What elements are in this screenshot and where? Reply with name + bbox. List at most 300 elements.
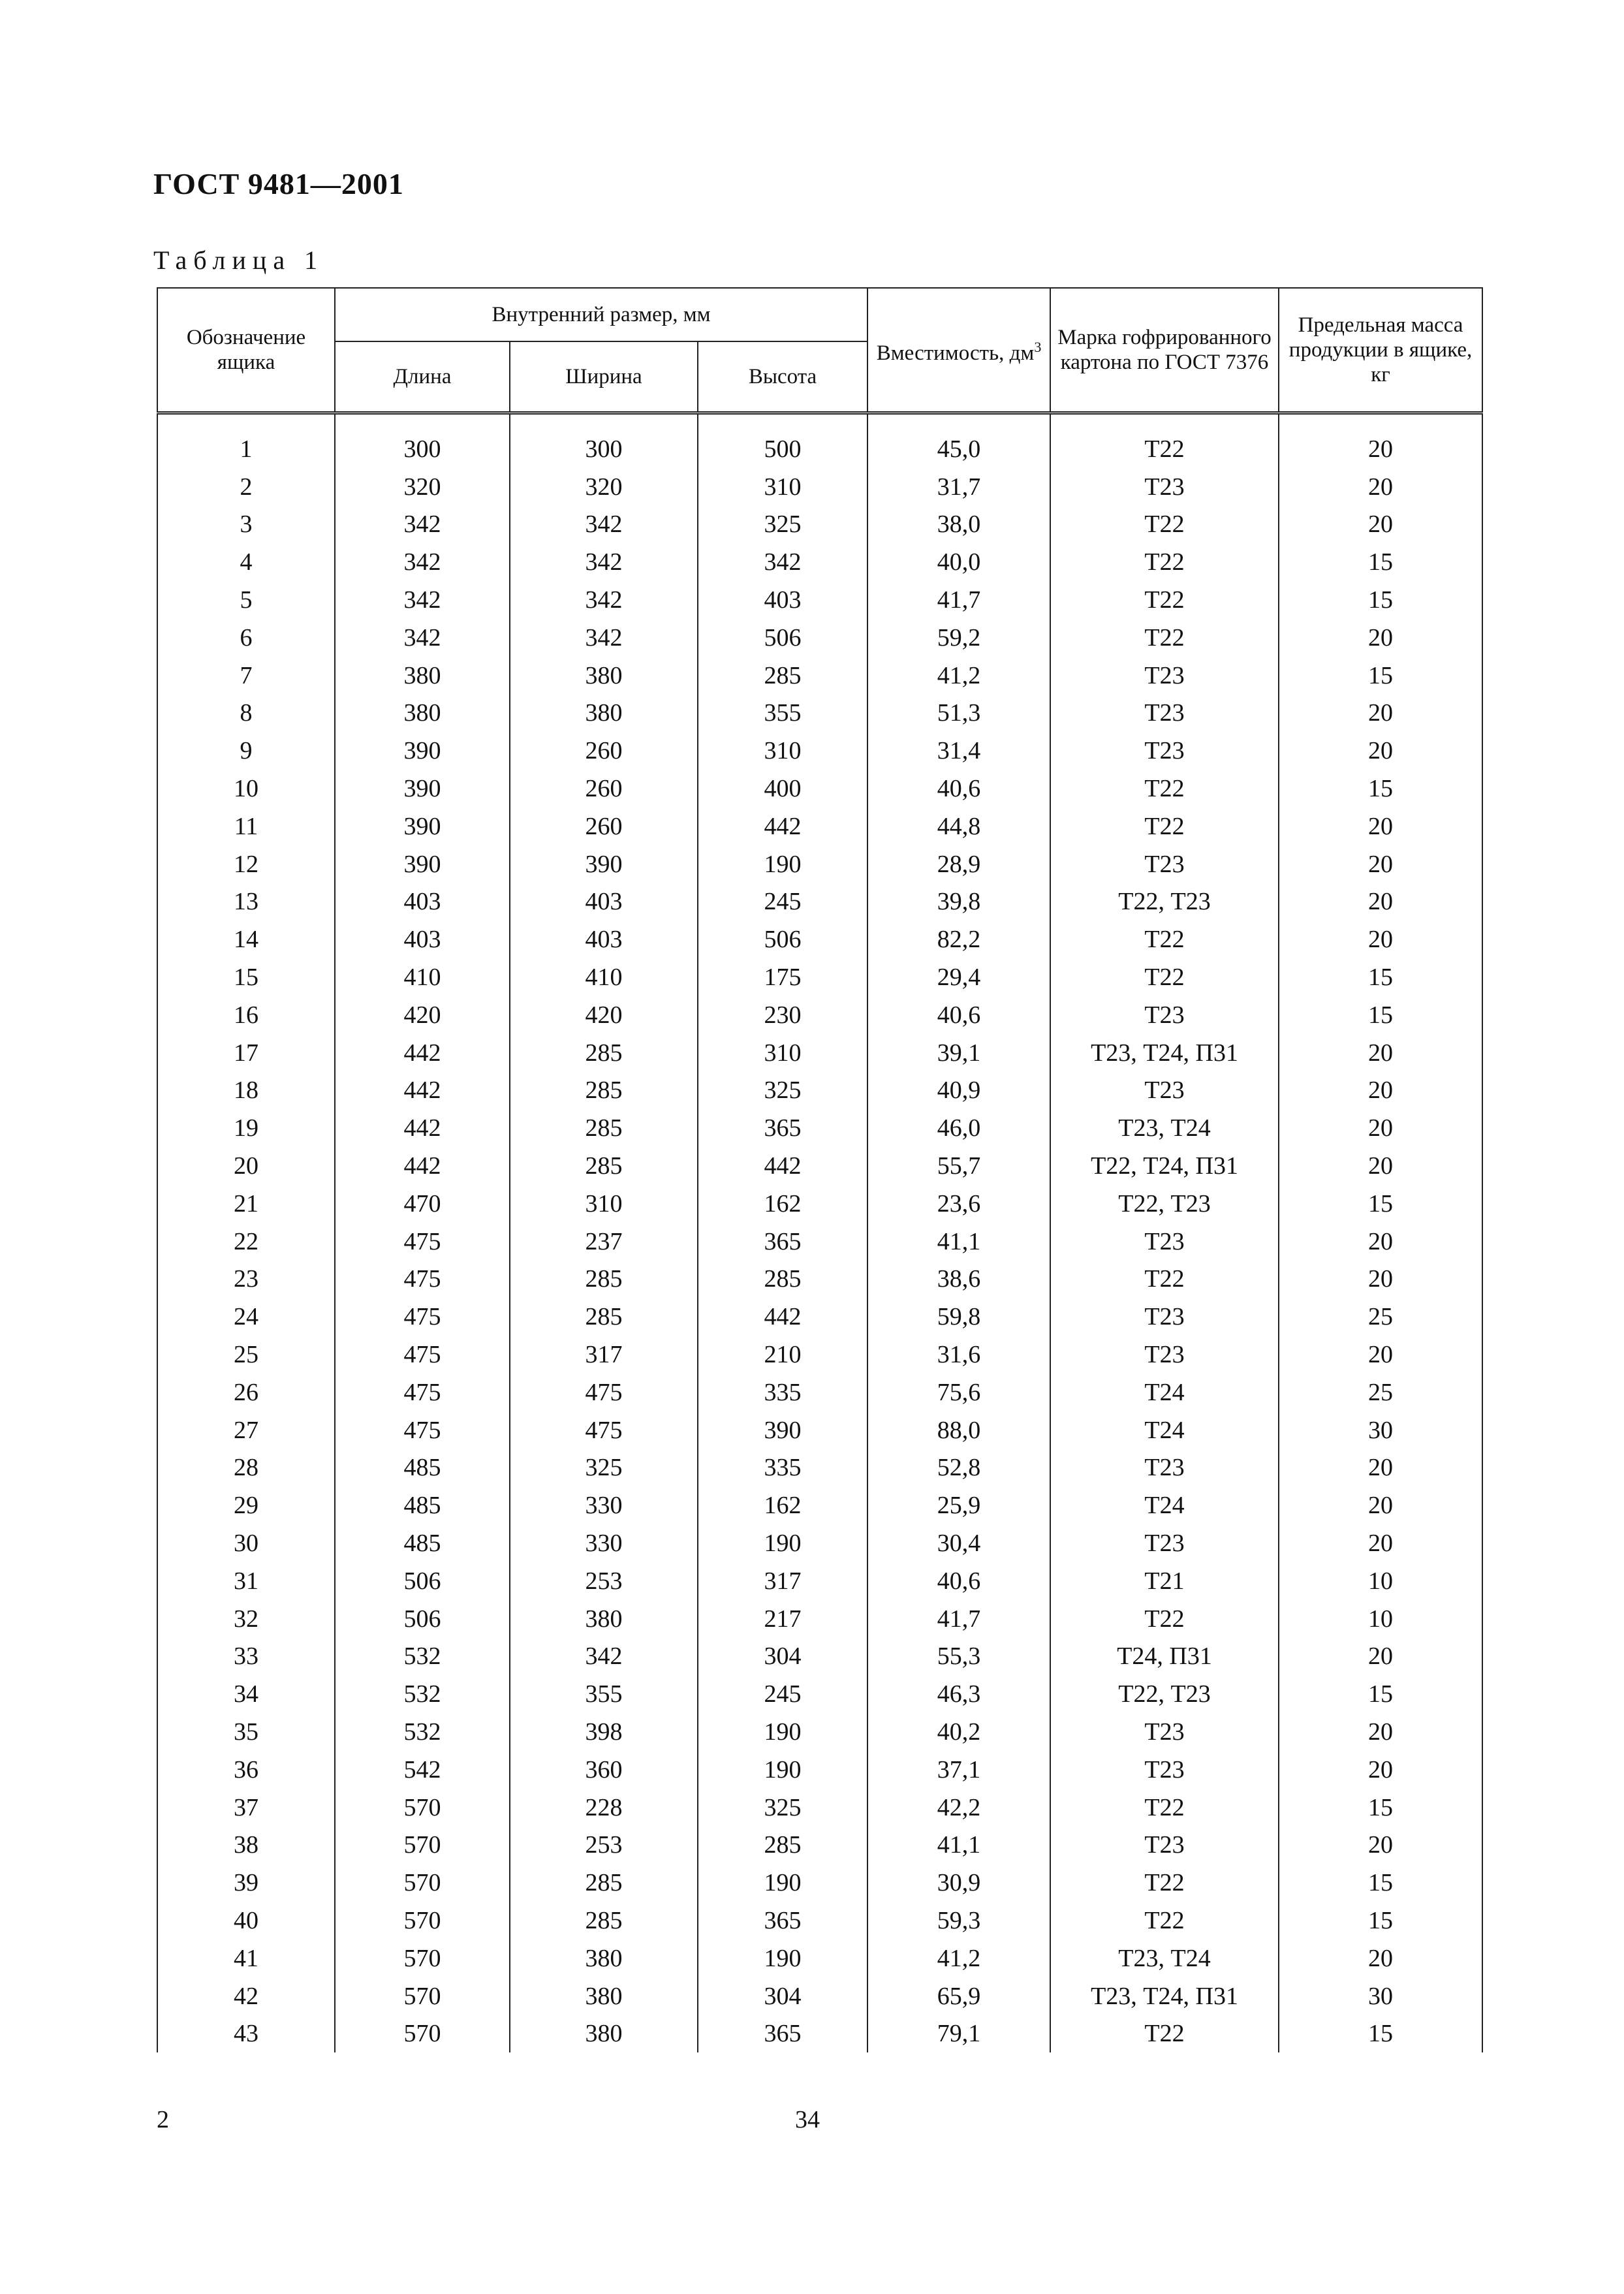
capacity-cell: 51,3 — [867, 695, 1050, 732]
designation-cell: 16 — [157, 996, 335, 1034]
designation-cell: 13 — [157, 883, 335, 921]
capacity-cell: 79,1 — [867, 2015, 1050, 2052]
designation-cell: 11 — [157, 808, 335, 845]
capacity-cell: 55,7 — [867, 1147, 1050, 1185]
grade-cell: Т22 — [1050, 1261, 1279, 1298]
capacity-cell: 46,0 — [867, 1109, 1050, 1147]
width-cell: 253 — [510, 1562, 698, 1600]
capacity-cell: 59,3 — [867, 1902, 1050, 1940]
capacity-cell: 46,3 — [867, 1675, 1050, 1713]
length-cell: 506 — [335, 1562, 510, 1600]
capacity-cell: 55,3 — [867, 1638, 1050, 1676]
grade-cell: Т22 — [1050, 1902, 1279, 1940]
height-cell: 335 — [698, 1449, 867, 1487]
height-cell: 304 — [698, 1638, 867, 1676]
table-body — [157, 413, 1482, 2053]
width-cell: 285 — [510, 1072, 698, 1110]
length-cell: 475 — [335, 1298, 510, 1336]
table-row — [157, 506, 1482, 544]
height-cell: 365 — [698, 1902, 867, 1940]
header-capacity-sup: 3 — [1034, 338, 1042, 355]
width-cell: 285 — [510, 1902, 698, 1940]
table-row — [157, 1713, 1482, 1751]
length-cell: 342 — [335, 581, 510, 619]
grade-cell: Т23 — [1050, 468, 1279, 506]
height-cell: 325 — [698, 1789, 867, 1827]
length-cell: 380 — [335, 695, 510, 732]
width-cell: 403 — [510, 920, 698, 958]
grade-cell: Т24 — [1050, 1411, 1279, 1449]
height-cell: 365 — [698, 2015, 867, 2052]
table-row — [157, 770, 1482, 808]
max-mass-cell: 15 — [1279, 1864, 1482, 1902]
capacity-cell: 41,1 — [867, 1826, 1050, 1864]
max-mass-cell: 10 — [1279, 1562, 1482, 1600]
table-row — [157, 1449, 1482, 1487]
width-cell: 325 — [510, 1449, 698, 1487]
designation-cell: 29 — [157, 1486, 335, 1524]
length-cell: 442 — [335, 1072, 510, 1110]
max-mass-cell: 20 — [1279, 1034, 1482, 1072]
length-cell: 380 — [335, 657, 510, 695]
table-row — [157, 1298, 1482, 1336]
max-mass-cell: 20 — [1279, 1336, 1482, 1374]
table-row — [157, 732, 1482, 770]
document-title: ГОСТ 9481—2001 — [153, 167, 404, 200]
width-cell: 380 — [510, 2015, 698, 2052]
capacity-cell: 88,0 — [867, 1411, 1050, 1449]
capacity-cell: 41,1 — [867, 1223, 1050, 1261]
max-mass-cell: 15 — [1279, 657, 1482, 695]
designation-cell: 37 — [157, 1789, 335, 1827]
height-cell: 500 — [698, 430, 867, 468]
height-cell: 317 — [698, 1562, 867, 1600]
capacity-cell: 40,6 — [867, 770, 1050, 808]
width-cell: 285 — [510, 1298, 698, 1336]
table-row — [157, 1524, 1482, 1562]
max-mass-cell: 15 — [1279, 996, 1482, 1034]
max-mass-cell: 15 — [1279, 1789, 1482, 1827]
max-mass-cell: 20 — [1279, 1449, 1482, 1487]
capacity-cell: 31,6 — [867, 1336, 1050, 1374]
height-cell: 285 — [698, 1826, 867, 1864]
designation-cell: 33 — [157, 1638, 335, 1676]
table-row — [157, 657, 1482, 695]
table-row — [157, 1751, 1482, 1789]
height-cell: 190 — [698, 1713, 867, 1751]
width-cell: 342 — [510, 543, 698, 581]
length-cell: 570 — [335, 1977, 510, 2015]
grade-cell: Т22 — [1050, 1600, 1279, 1638]
capacity-cell: 40,2 — [867, 1713, 1050, 1751]
table-row — [157, 1109, 1482, 1147]
capacity-cell: 30,9 — [867, 1864, 1050, 1902]
max-mass-cell: 10 — [1279, 1600, 1482, 1638]
max-mass-cell: 20 — [1279, 1223, 1482, 1261]
length-cell: 420 — [335, 996, 510, 1034]
length-cell: 475 — [335, 1411, 510, 1449]
max-mass-cell: 15 — [1279, 958, 1482, 996]
designation-cell: 10 — [157, 770, 335, 808]
width-cell: 285 — [510, 1147, 698, 1185]
length-cell: 485 — [335, 1449, 510, 1487]
height-cell: 506 — [698, 619, 867, 657]
capacity-cell: 41,7 — [867, 1600, 1050, 1638]
grade-cell: Т23 — [1050, 996, 1279, 1034]
length-cell: 570 — [335, 1864, 510, 1902]
capacity-cell: 59,2 — [867, 619, 1050, 657]
table-row — [157, 695, 1482, 732]
capacity-cell: 31,4 — [867, 732, 1050, 770]
grade-cell: Т23, Т24 — [1050, 1109, 1279, 1147]
width-cell: 380 — [510, 657, 698, 695]
max-mass-cell: 20 — [1279, 883, 1482, 921]
length-cell: 542 — [335, 1751, 510, 1789]
max-mass-cell: 20 — [1279, 1940, 1482, 1977]
table-row — [157, 1562, 1482, 1600]
header-capacity-text: Вместимость, дм — [876, 341, 1035, 365]
height-cell: 310 — [698, 468, 867, 506]
table-row — [157, 808, 1482, 845]
width-cell: 380 — [510, 695, 698, 732]
max-mass-cell: 20 — [1279, 1147, 1482, 1185]
width-cell: 380 — [510, 1600, 698, 1638]
width-cell: 285 — [510, 1109, 698, 1147]
grade-cell: Т23 — [1050, 1751, 1279, 1789]
height-cell: 190 — [698, 1940, 867, 1977]
designation-cell: 39 — [157, 1864, 335, 1902]
table-row — [157, 619, 1482, 657]
max-mass-cell: 20 — [1279, 1826, 1482, 1864]
grade-cell: Т22 — [1050, 920, 1279, 958]
height-cell: 190 — [698, 1864, 867, 1902]
height-cell: 190 — [698, 845, 867, 883]
grade-cell: Т22, Т23 — [1050, 1185, 1279, 1223]
width-cell: 355 — [510, 1675, 698, 1713]
table-row — [157, 1600, 1482, 1638]
height-cell: 190 — [698, 1751, 867, 1789]
header-length: Длина — [335, 341, 510, 413]
max-mass-cell: 20 — [1279, 506, 1482, 544]
height-cell: 175 — [698, 958, 867, 996]
length-cell: 485 — [335, 1524, 510, 1562]
max-mass-cell: 15 — [1279, 1675, 1482, 1713]
length-cell: 475 — [335, 1223, 510, 1261]
height-cell: 325 — [698, 506, 867, 544]
grade-cell: Т23, Т24, П31 — [1050, 1977, 1279, 2015]
table-row — [157, 1638, 1482, 1676]
width-cell: 342 — [510, 506, 698, 544]
height-cell: 304 — [698, 1977, 867, 2015]
table-label: Таблица 1 — [153, 245, 324, 275]
width-cell: 475 — [510, 1374, 698, 1411]
designation-cell: 7 — [157, 657, 335, 695]
max-mass-cell: 20 — [1279, 1751, 1482, 1789]
grade-cell: Т23 — [1050, 1223, 1279, 1261]
length-cell: 403 — [335, 920, 510, 958]
grade-cell: Т22, Т24, П31 — [1050, 1147, 1279, 1185]
grade-cell: Т22 — [1050, 2015, 1279, 2052]
height-cell: 310 — [698, 732, 867, 770]
length-cell: 442 — [335, 1109, 510, 1147]
capacity-cell: 38,6 — [867, 1261, 1050, 1298]
designation-cell: 27 — [157, 1411, 335, 1449]
grade-cell: Т23 — [1050, 1336, 1279, 1374]
grade-cell: Т22 — [1050, 506, 1279, 544]
height-cell: 217 — [698, 1600, 867, 1638]
header-gap-row — [157, 413, 1482, 431]
designation-cell: 1 — [157, 430, 335, 468]
length-cell: 470 — [335, 1185, 510, 1223]
height-cell: 506 — [698, 920, 867, 958]
designation-cell: 8 — [157, 695, 335, 732]
width-cell: 398 — [510, 1713, 698, 1751]
designation-cell: 38 — [157, 1826, 335, 1864]
length-cell: 390 — [335, 845, 510, 883]
width-cell: 330 — [510, 1486, 698, 1524]
width-cell: 285 — [510, 1034, 698, 1072]
page-number-center: 34 — [795, 2106, 820, 2133]
grade-cell: Т22, Т23 — [1050, 883, 1279, 921]
designation-cell: 12 — [157, 845, 335, 883]
header-height: Высота — [698, 341, 867, 413]
table-row — [157, 1147, 1482, 1185]
width-cell: 475 — [510, 1411, 698, 1449]
designation-cell: 9 — [157, 732, 335, 770]
designation-cell: 4 — [157, 543, 335, 581]
grade-cell: Т22 — [1050, 619, 1279, 657]
max-mass-cell: 20 — [1279, 695, 1482, 732]
capacity-cell: 41,2 — [867, 1940, 1050, 1977]
length-cell: 342 — [335, 619, 510, 657]
max-mass-cell: 20 — [1279, 1486, 1482, 1524]
table-row — [157, 468, 1482, 506]
designation-cell: 36 — [157, 1751, 335, 1789]
width-cell: 360 — [510, 1751, 698, 1789]
table-row — [157, 2015, 1482, 2052]
capacity-cell: 23,6 — [867, 1185, 1050, 1223]
grade-cell: Т24 — [1050, 1486, 1279, 1524]
max-mass-cell: 15 — [1279, 770, 1482, 808]
capacity-cell: 25,9 — [867, 1486, 1050, 1524]
capacity-cell: 59,8 — [867, 1298, 1050, 1336]
height-cell: 355 — [698, 695, 867, 732]
designation-cell: 41 — [157, 1940, 335, 1977]
width-cell: 237 — [510, 1223, 698, 1261]
capacity-cell: 29,4 — [867, 958, 1050, 996]
table-row — [157, 845, 1482, 883]
max-mass-cell: 15 — [1279, 543, 1482, 581]
length-cell: 342 — [335, 543, 510, 581]
width-cell: 330 — [510, 1524, 698, 1562]
grade-cell: Т24 — [1050, 1374, 1279, 1411]
length-cell: 485 — [335, 1486, 510, 1524]
length-cell: 442 — [335, 1147, 510, 1185]
table-row — [157, 1864, 1482, 1902]
grade-cell: Т22 — [1050, 1789, 1279, 1827]
grade-cell: Т22 — [1050, 430, 1279, 468]
table-row — [157, 1826, 1482, 1864]
height-cell: 403 — [698, 581, 867, 619]
header-designation: Обозначение ящика — [157, 288, 335, 413]
table-row — [157, 1411, 1482, 1449]
length-cell: 442 — [335, 1034, 510, 1072]
designation-cell: 25 — [157, 1336, 335, 1374]
length-cell: 475 — [335, 1374, 510, 1411]
max-mass-cell: 20 — [1279, 1524, 1482, 1562]
capacity-cell: 37,1 — [867, 1751, 1050, 1789]
length-cell: 570 — [335, 1826, 510, 1864]
width-cell: 380 — [510, 1977, 698, 2015]
table-row — [157, 1940, 1482, 1977]
designation-cell: 21 — [157, 1185, 335, 1223]
grade-cell: Т22, Т23 — [1050, 1675, 1279, 1713]
designation-cell: 3 — [157, 506, 335, 544]
length-cell: 342 — [335, 506, 510, 544]
width-cell: 390 — [510, 845, 698, 883]
table-row — [157, 1034, 1482, 1072]
capacity-cell: 39,8 — [867, 883, 1050, 921]
max-mass-cell: 15 — [1279, 1185, 1482, 1223]
table-row — [157, 1072, 1482, 1110]
capacity-cell: 41,7 — [867, 581, 1050, 619]
width-cell: 342 — [510, 581, 698, 619]
table-row — [157, 581, 1482, 619]
table-row — [157, 1261, 1482, 1298]
length-cell: 506 — [335, 1600, 510, 1638]
grade-cell: Т23 — [1050, 695, 1279, 732]
width-cell: 317 — [510, 1336, 698, 1374]
height-cell: 390 — [698, 1411, 867, 1449]
height-cell: 230 — [698, 996, 867, 1034]
width-cell: 410 — [510, 958, 698, 996]
max-mass-cell: 20 — [1279, 1072, 1482, 1110]
capacity-cell: 75,6 — [867, 1374, 1050, 1411]
length-cell: 570 — [335, 1902, 510, 1940]
max-mass-cell: 20 — [1279, 1109, 1482, 1147]
table-row — [157, 1374, 1482, 1411]
grade-cell: Т23 — [1050, 1298, 1279, 1336]
designation-cell: 15 — [157, 958, 335, 996]
width-cell: 320 — [510, 468, 698, 506]
max-mass-cell: 20 — [1279, 845, 1482, 883]
capacity-cell: 28,9 — [867, 845, 1050, 883]
grade-cell: Т23 — [1050, 657, 1279, 695]
length-cell: 532 — [335, 1638, 510, 1676]
table-row — [157, 1675, 1482, 1713]
width-cell: 342 — [510, 1638, 698, 1676]
table-row — [157, 958, 1482, 996]
capacity-cell: 30,4 — [867, 1524, 1050, 1562]
designation-cell: 30 — [157, 1524, 335, 1562]
length-cell: 390 — [335, 732, 510, 770]
table-row — [157, 1486, 1482, 1524]
table-row — [157, 996, 1482, 1034]
capacity-cell: 31,7 — [867, 468, 1050, 506]
height-cell: 342 — [698, 543, 867, 581]
page-number-left: 2 — [157, 2106, 169, 2133]
grade-cell: Т23, Т24 — [1050, 1940, 1279, 1977]
width-cell: 420 — [510, 996, 698, 1034]
max-mass-cell: 20 — [1279, 732, 1482, 770]
width-cell: 285 — [510, 1864, 698, 1902]
width-cell: 253 — [510, 1826, 698, 1864]
width-cell: 260 — [510, 770, 698, 808]
grade-cell: Т23 — [1050, 1826, 1279, 1864]
designation-cell: 2 — [157, 468, 335, 506]
length-cell: 532 — [335, 1675, 510, 1713]
width-cell: 260 — [510, 732, 698, 770]
header-capacity — [867, 288, 1050, 413]
height-cell: 162 — [698, 1185, 867, 1223]
height-cell: 365 — [698, 1109, 867, 1147]
max-mass-cell: 30 — [1279, 1977, 1482, 2015]
table-row — [157, 1185, 1482, 1223]
max-mass-cell: 20 — [1279, 1638, 1482, 1676]
max-mass-cell: 20 — [1279, 619, 1482, 657]
capacity-cell: 41,2 — [867, 657, 1050, 695]
capacity-cell: 42,2 — [867, 1789, 1050, 1827]
designation-cell: 32 — [157, 1600, 335, 1638]
designation-cell: 35 — [157, 1713, 335, 1751]
table-row — [157, 920, 1482, 958]
header-inner-size: Внутренний размер, мм — [335, 288, 867, 341]
max-mass-cell: 20 — [1279, 430, 1482, 468]
length-cell: 390 — [335, 770, 510, 808]
grade-cell: Т23 — [1050, 1713, 1279, 1751]
width-cell: 300 — [510, 430, 698, 468]
capacity-cell: 82,2 — [867, 920, 1050, 958]
max-mass-cell: 25 — [1279, 1374, 1482, 1411]
length-cell: 475 — [335, 1261, 510, 1298]
header-width: Ширина — [510, 341, 698, 413]
table-row — [157, 543, 1482, 581]
length-cell: 570 — [335, 1789, 510, 1827]
max-mass-cell: 15 — [1279, 1902, 1482, 1940]
width-cell: 285 — [510, 1261, 698, 1298]
grade-cell: Т23 — [1050, 1072, 1279, 1110]
length-cell: 390 — [335, 808, 510, 845]
table-row — [157, 1223, 1482, 1261]
length-cell: 410 — [335, 958, 510, 996]
width-cell: 403 — [510, 883, 698, 921]
capacity-cell: 44,8 — [867, 808, 1050, 845]
height-cell: 400 — [698, 770, 867, 808]
max-mass-cell: 15 — [1279, 2015, 1482, 2052]
max-mass-cell: 20 — [1279, 1261, 1482, 1298]
designation-cell: 31 — [157, 1562, 335, 1600]
grade-cell: Т23 — [1050, 1449, 1279, 1487]
width-cell: 380 — [510, 1940, 698, 1977]
height-cell: 365 — [698, 1223, 867, 1261]
height-cell: 325 — [698, 1072, 867, 1110]
designation-cell: 14 — [157, 920, 335, 958]
height-cell: 310 — [698, 1034, 867, 1072]
grade-cell: Т21 — [1050, 1562, 1279, 1600]
grade-cell: Т22 — [1050, 958, 1279, 996]
grade-cell: Т24, П31 — [1050, 1638, 1279, 1676]
max-mass-cell: 20 — [1279, 920, 1482, 958]
length-cell: 320 — [335, 468, 510, 506]
designation-cell: 5 — [157, 581, 335, 619]
table-row — [157, 1336, 1482, 1374]
height-cell: 442 — [698, 1298, 867, 1336]
width-cell: 260 — [510, 808, 698, 845]
grade-cell: Т23, Т24, П31 — [1050, 1034, 1279, 1072]
max-mass-cell: 20 — [1279, 808, 1482, 845]
designation-cell: 23 — [157, 1261, 335, 1298]
height-cell: 335 — [698, 1374, 867, 1411]
